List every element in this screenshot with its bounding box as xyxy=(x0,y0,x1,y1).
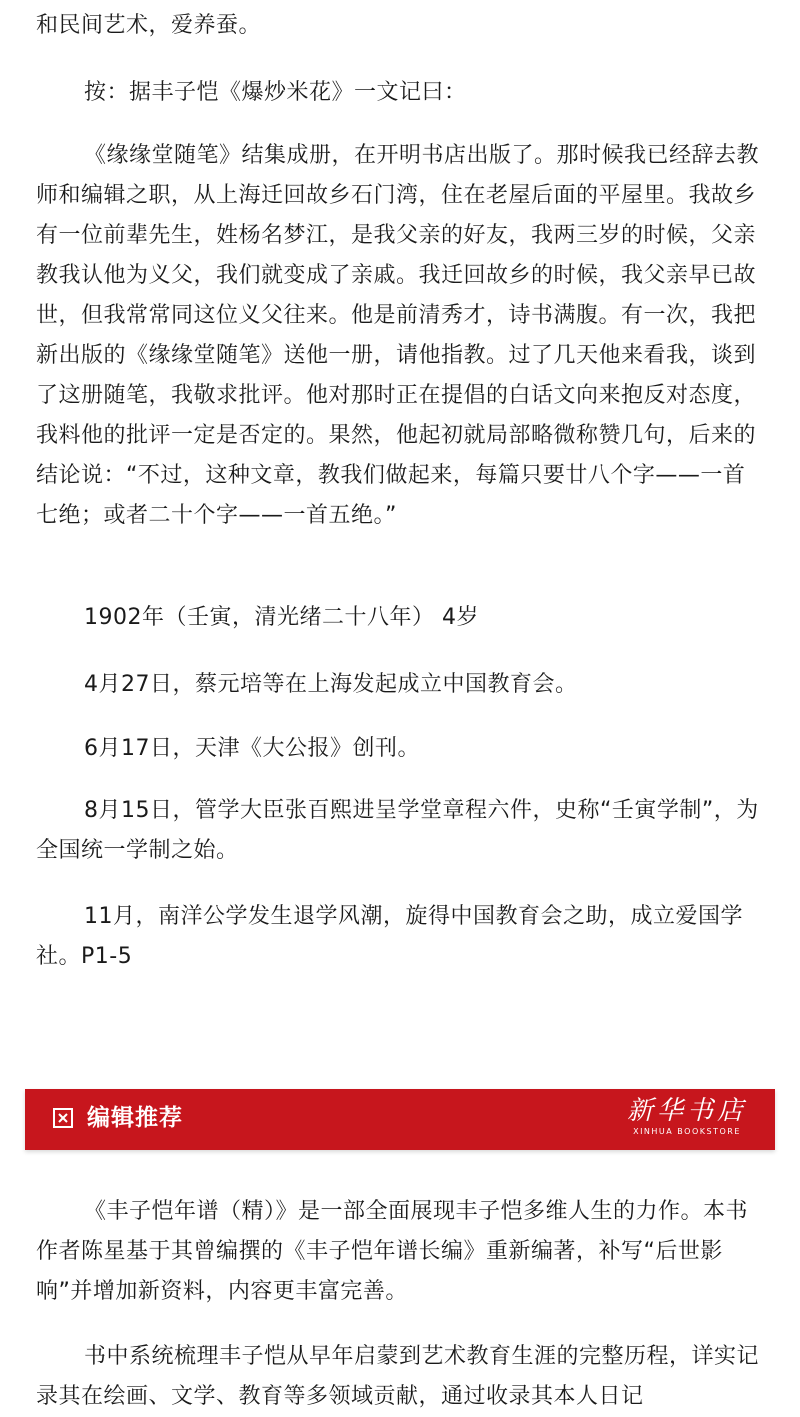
banner-title: 编辑推荐 xyxy=(87,1105,183,1131)
chronology-event: 11月，南洋公学发生退学风潮，旋得中国教育会之助，成立爱国学社。P1-5 xyxy=(36,904,743,969)
xinhua-bookstore-logo xyxy=(627,1095,747,1137)
editor-recommend-banner xyxy=(25,1089,775,1150)
chronology-event: 6月17日，天津《大公报》创刊。 xyxy=(84,736,420,761)
recommend-paragraph: 《丰子恺年谱（精）》是一部全面展现丰子恺多维人生的力作。本书作者陈星基于其曾编撰的《丰子恺年谱长编》重新编著，补写“后世影响”并增加新资料，内容更丰富完善。 xyxy=(36,1199,749,1304)
chronology-event: 4月27日，蔡元培等在上海发起成立中国教育会。 xyxy=(84,672,578,697)
article-quote-paragraph: 《缘缘堂随笔》结集成册，在开明书店出版了。那时候我已经辞去教师和编辑之职，从上海迁回故乡石门湾，住在老屋后面的平屋里。我故乡有一位前辈先生，姓杨名梦江，是我父亲的好友，我两三岁的时候，父亲教我认他为义父，我们就变成了亲戚。我迁回故乡的时候，我父亲早已故世，但我常常同这位义父往来。他是前清秀才，诗书满腹。有一次，我把新出版的《缘缘堂随笔》送他一册，请他指教。过了几天他来看我，谈到了这册随笔，我敬求批评。他对那时正在提倡的白话文向来抱反对态度，我料他的批评一定是否定的。果然，他起初就局部略微称赞几句，后来的结论说：“不过，这种文章，教我们做起来，每篇只要廿八个字——一首七绝；或者二十个字——一首五绝。” xyxy=(36,143,760,528)
article-paragraph: 按：据丰子恺《爆炒米花》一文记曰： xyxy=(84,80,467,105)
frame-icon xyxy=(53,1108,73,1128)
brand-name-en: XINHUA BOOKSTORE xyxy=(633,1127,741,1136)
recommend-paragraph: 书中系统梳理丰子恺从早年启蒙到艺术教育生涯的完整历程，详实记录其在绘画、文学、教育等多领域贡献，通过收录其本人日记 xyxy=(36,1344,760,1409)
chronology-event: 8月15日，管学大臣张百熙进呈学堂章程六件，史称“壬寅学制”，为全国统一学制之始。 xyxy=(36,798,759,863)
brand-name-cn: 新华书店 xyxy=(626,1096,747,1126)
article-paragraph: 和民间艺术，爱养蚕。 xyxy=(36,13,262,38)
chronology-year: 1902年（壬寅，清光绪二十八年） 4岁 xyxy=(84,605,479,630)
